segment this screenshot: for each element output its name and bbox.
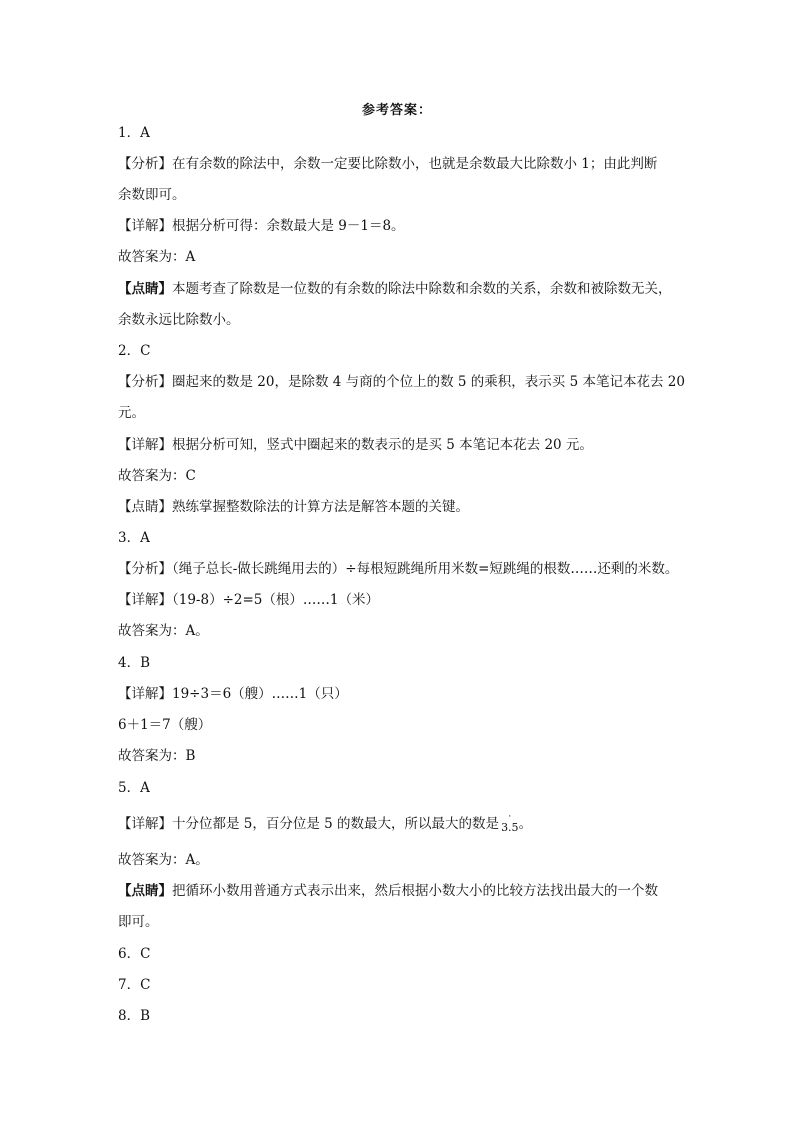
comment-tag: 【点睛】 — [118, 499, 172, 515]
answer-number-2: 2．C — [118, 343, 151, 359]
q1-analysis — [118, 155, 688, 173]
detail-tag: 【详解】 — [118, 816, 172, 832]
analysis-tag: 【分析】 — [118, 374, 172, 390]
q1-detail-text: 根据分析可得：余数最大是 9－1＝8。 — [172, 218, 405, 234]
q4-answer: 故答案为：B — [118, 748, 196, 764]
comment-tag: 【点睛】 — [118, 883, 172, 899]
answer-number-4: 4．B — [118, 655, 151, 671]
detail-tag: 【详解】 — [118, 686, 172, 702]
q5-detail-end: 。 — [518, 816, 533, 832]
answer-number-6: 6．C — [118, 946, 151, 962]
analysis-tag: 【分析】 — [118, 156, 172, 172]
q2-comment — [118, 498, 688, 516]
detail-tag: 【详解】 — [118, 218, 172, 234]
q2-analysis-text-1: 圈起来的数是 20，是除数 4 与商的个位上的数 5 的乘积，表示买 5 本笔记本花去 20 — [172, 374, 685, 390]
q3-analysis-text: （绳子总长-做长跳绳用去的）÷每根短跳绳所用米数=短跳绳的根数……还剩的米数。 — [172, 561, 679, 577]
answer-number-1: 1．A — [118, 125, 150, 141]
q1-detail — [118, 217, 688, 235]
q1-comment-text-2: 余数永远比除数小。 — [118, 312, 240, 328]
q3-answer: 故答案为：A。 — [118, 623, 209, 639]
answer-number-7: 7．C — [118, 977, 151, 993]
q2-analysis — [118, 373, 688, 391]
q5-comment-text-1: 把循环小数用普通方式表示出来，然后根据小数大小的比较方法找出最大的一个数 — [172, 883, 658, 899]
repeating-decimal-value: 3.5 — [501, 821, 519, 834]
detail-tag: 【详解】 — [118, 437, 172, 453]
q1-comment — [118, 280, 688, 298]
comment-tag: 【点睛】 — [118, 281, 172, 297]
q3-analysis — [118, 560, 688, 578]
q3-detail-text: （19-8）÷2=5（根）……1（米） — [172, 592, 379, 608]
answer-number-3: 3．A — [118, 530, 150, 546]
page-title: 参考答案： — [361, 103, 432, 118]
q5-detail-text: 十分位都是 5，百分位是 5 的数最大，所以最大的数是 — [172, 816, 500, 832]
q5-comment-text-2: 即可。 — [118, 914, 159, 930]
q3-detail — [118, 591, 688, 609]
q1-analysis-text-1: 在有余数的除法中，余数一定要比除数小，也就是余数最大比除数小 1；由此判断 — [172, 156, 658, 172]
q1-comment-text-1: 本题考查了除数是一位数的有余数的除法中除数和余数的关系，余数和被除数无关， — [172, 281, 672, 297]
q5-detail — [118, 812, 688, 837]
q1-analysis-text-2: 余数即可。 — [118, 187, 186, 203]
q2-comment-text: 熟练掌握整数除法的计算方法是解答本题的关键。 — [172, 499, 469, 515]
detail-tag: 【详解】 — [118, 592, 172, 608]
repeating-decimal — [501, 812, 519, 837]
q1-answer: 故答案为：A — [118, 249, 196, 265]
q4-detail-text-1: 19÷3＝6（艘）……1（只） — [172, 686, 348, 702]
q2-analysis-text-2: 元。 — [118, 405, 145, 421]
q5-answer: 故答案为：A。 — [118, 852, 209, 868]
q4-detail — [118, 685, 688, 703]
repeating-dot: · — [508, 812, 512, 822]
q4-detail-text-2: 6＋1＝7（艘） — [118, 717, 212, 733]
q5-comment — [118, 882, 688, 900]
answer-number-8: 8．B — [118, 1008, 151, 1024]
q2-detail-text: 根据分析可知，竖式中圈起来的数表示的是买 5 本笔记本花去 20 元。 — [172, 437, 593, 453]
answer-number-5: 5．A — [118, 780, 150, 796]
q2-answer: 故答案为：C — [118, 468, 196, 484]
analysis-tag: 【分析】 — [118, 561, 172, 577]
q2-detail — [118, 436, 688, 454]
